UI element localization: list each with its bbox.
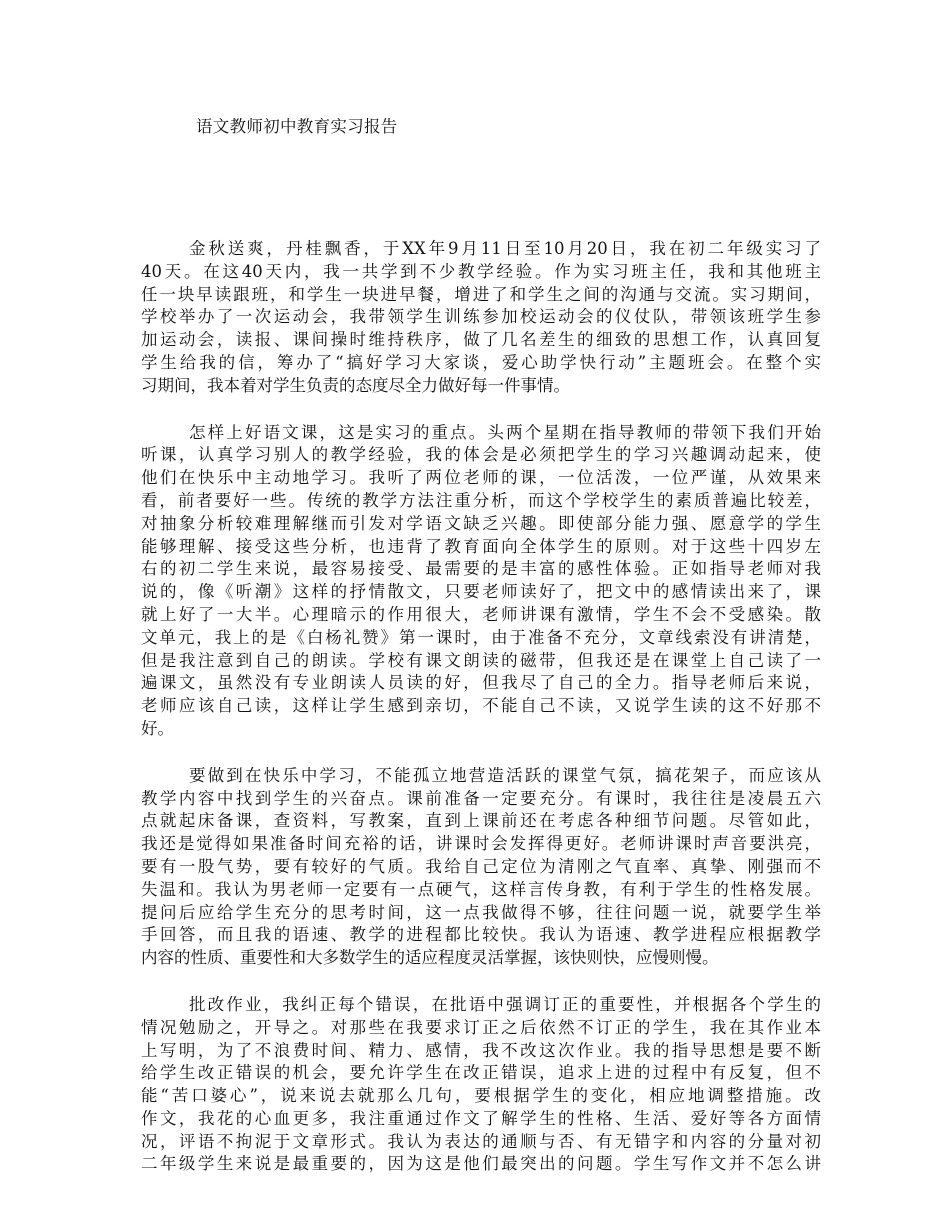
paragraph-line: 习期间，我本着对学生负责的态度尽全力做好每一件事情。 bbox=[141, 375, 570, 395]
paragraph-line: 失温和。我认为男老师一定要有一点硬气，这样言传身教，有利于学生的性格发展。 bbox=[141, 879, 821, 899]
paragraph-line: 作文，我花的心血更多，我注重通过作文了解学生的性格、生活、爱好等各方面情 bbox=[141, 1108, 821, 1128]
paragraph-line: 批改作业，我纠正每个错误，在批语中强调订正的重要性，并根据各个学生的 bbox=[189, 994, 821, 1014]
paragraph-line: 文单元，我上的是《白杨礼赞》第一课时，由于准备不充分，文章线索没有讲清楚， bbox=[141, 627, 821, 647]
paragraph-line: 上写明，为了不浪费时间、精力、感情，我不改这次作业。我的指导思想是要不断 bbox=[141, 1040, 821, 1060]
paragraph-line: 金秋送爽，丹桂飘香，于XX年9月11日至10月20日，我在初二年级实习了 bbox=[189, 239, 821, 258]
paragraph-line: 内容的性质、重要性和大多数学生的适应程度灵活掌握，该快则快，应慢则慢。 bbox=[141, 948, 719, 968]
paragraph-line: 加运动会，读报、课间操时维持秩序，做了几名差生的细致的思想工作，认真回复 bbox=[141, 330, 821, 350]
paragraph-line: 能“苦口婆心”，说来说去就那么几句，要根据学生的变化，相应地调整措施。改 bbox=[141, 1086, 821, 1106]
document-title: 语文教师初中教育实习报告 bbox=[196, 117, 398, 136]
paragraph-line: 听课，认真学习别人的教学经验，我的体会是必须把学生的学习兴趣调动起来，使 bbox=[141, 445, 821, 465]
paragraph-line: 给学生改正错误的机会，要允许学生在改正错误，追求上进的过程中有反复，但不 bbox=[141, 1063, 821, 1083]
paragraph-line: 手回答，而且我的语速、教学的进程都比较快。我认为语速、教学进程应根据教学 bbox=[141, 925, 821, 945]
paragraph-line: 能够理解、接受这些分析，也违背了教育面向全体学生的原则。对于这些十四岁左 bbox=[141, 536, 821, 556]
paragraph-line: 任一块早读跟班，和学生一块进早餐，增进了和学生之间的沟通与交流。实习期间， bbox=[141, 284, 821, 304]
paragraph-line: 二年级学生来说是最重要的，因为这是他们最突出的问题。学生写作文并不怎么讲 bbox=[141, 1154, 821, 1174]
paragraph-line: 要有一股气势，要有较好的气质。我给自己定位为清刚之气直率、真挚、刚强而不 bbox=[141, 856, 821, 876]
paragraph-line: 他们在快乐中主动地学习。我听了两位老师的课，一位活泼，一位严谨，从效果来 bbox=[141, 468, 821, 488]
paragraph-line: 怎样上好语文课，这是实习的重点。头两个星期在指导教师的带领下我们开始 bbox=[189, 422, 821, 442]
paragraph-line: 况，评语不拘泥于文章形式。我认为表达的通顺与否、有无错字和内容的分量对初 bbox=[141, 1131, 821, 1151]
paragraph bbox=[141, 994, 821, 1176]
paragraph-line: 我还是觉得如果准备时间充裕的话，讲课时会发挥得更好。老师讲课时声音要洪亮， bbox=[141, 834, 821, 854]
paragraph-line: 右的初二学生来说，最容易接受、最需要的是丰富的感性体验。正如指导老师对我 bbox=[141, 559, 821, 579]
paragraph-line: 对抽象分析较难理解继而引发对学语文缺乏兴趣。即使部分能力强、愿意学的学生 bbox=[141, 513, 821, 533]
paragraph-line: 点就起床备课，查资料，写教案，直到上课前还在考虑各种细节问题。尽管如此， bbox=[141, 811, 821, 831]
paragraph-line: 学生给我的信，筹办了“搞好学习大家谈，爱心助学快行动”主题班会。在整个实 bbox=[141, 352, 821, 372]
paragraph-line: 学校举办了一次运动会，我带领学生训练参加校运动会的仪仗队，带领该班学生参 bbox=[141, 307, 821, 327]
paragraph-line: 教学内容中找到学生的兴奋点。课前准备一定要充分。有课时，我往往是凌晨五六 bbox=[141, 788, 821, 808]
paragraph bbox=[141, 765, 821, 970]
paragraph-line: 就上好了一大半。心理暗示的作用很大，老师讲课有激情，学生不会不受感染。散 bbox=[141, 604, 821, 624]
paragraph-line: 看，前者要好一些。传统的教学方法注重分析，而这个学校学生的素质普遍比较差， bbox=[141, 490, 821, 510]
paragraph bbox=[141, 422, 821, 741]
paragraph-line: 但是我注意到自己的朗读。学校有课文朗读的磁带，但我还是在课堂上自己读了一 bbox=[141, 650, 821, 670]
paragraph-line: 老师应该自己读，这样让学生感到亲切，不能自己不读，又说学生读的这不好那不 bbox=[141, 696, 821, 716]
paragraph-line: 说的，像《听潮》这样的抒情散文，只要老师读好了，把文中的感情读出来了，课 bbox=[141, 582, 821, 602]
paragraph-line: 提问后应给学生充分的思考时间，这一点我做得不够，往往问题一说，就要学生举 bbox=[141, 902, 821, 922]
paragraph-line: 要做到在快乐中学习，不能孤立地营造活跃的课堂气氛，搞花架子，而应该从 bbox=[189, 765, 821, 785]
paragraph bbox=[141, 238, 821, 398]
document-body bbox=[141, 238, 821, 1200]
paragraph-line: 好。 bbox=[141, 718, 174, 738]
paragraph-line: 40天。在这40天内，我一共学到不少教学经验。作为实习班主任，我和其他班主 bbox=[141, 261, 821, 281]
paragraph-line: 遍课文，虽然没有专业朗读人员读的好，但我尽了自己的全力。指导老师后来说， bbox=[141, 673, 821, 693]
paragraph-line: 情况勉励之，开导之。对那些在我要求订正之后依然不订正的学生，我在其作业本 bbox=[141, 1017, 821, 1037]
